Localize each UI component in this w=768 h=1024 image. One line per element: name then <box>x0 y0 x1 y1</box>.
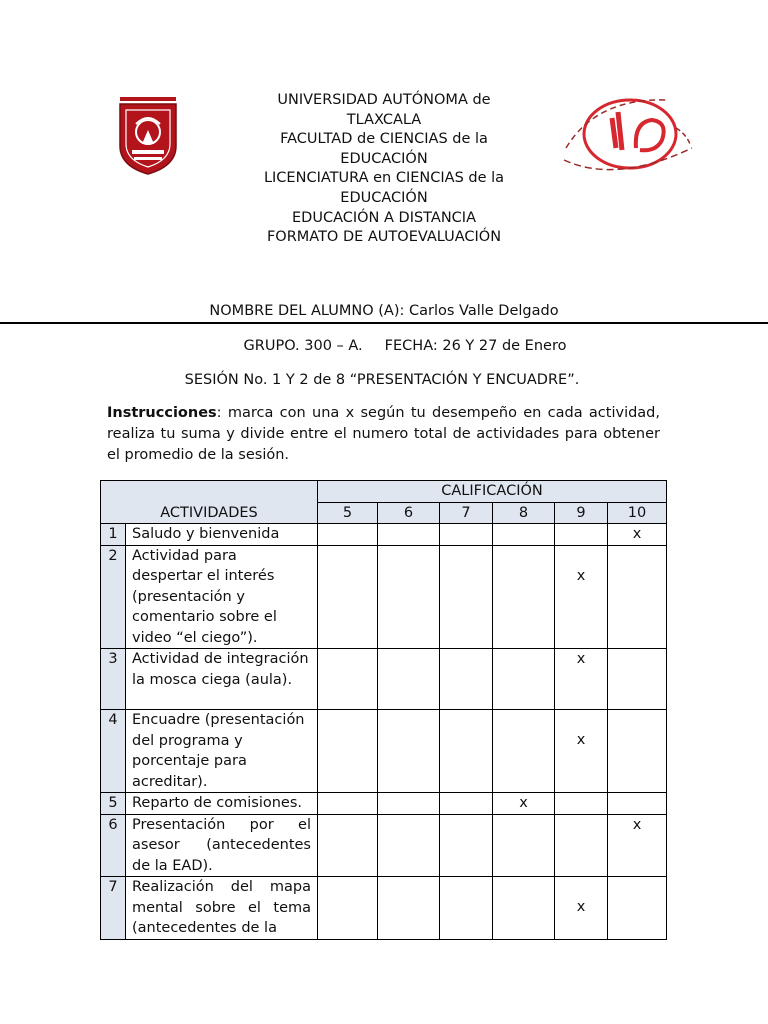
score-cell <box>318 793 378 815</box>
score-cell <box>318 649 378 710</box>
header-line: LICENCIATURA en CIENCIAS de la <box>263 170 505 187</box>
activity-cell: Saludo y bienvenida <box>126 524 318 546</box>
score-header: 7 <box>440 502 493 524</box>
score-cell <box>378 649 440 710</box>
score-cell <box>608 710 667 793</box>
score-header: 6 <box>378 502 440 524</box>
score-cell <box>378 814 440 877</box>
table-row <box>101 814 667 877</box>
group-text: GRUPO. 300 – A. <box>243 338 363 354</box>
score-cell <box>555 793 608 815</box>
instructions <box>107 403 660 466</box>
header-line: TLAXCALA <box>346 111 422 128</box>
score-cell <box>440 710 493 793</box>
evaluation-table <box>100 480 667 940</box>
score-cell <box>318 710 378 793</box>
activity-cell: Reparto de comisiones. <box>126 793 318 815</box>
activity-cell: Actividad para despertar el interés (presentación y comentario sobre el video “el ciego”). <box>126 545 318 649</box>
table-row <box>101 524 667 546</box>
score-cell <box>555 814 608 877</box>
table-row <box>101 710 667 793</box>
score-mark: x <box>608 814 667 877</box>
instructions-text: : marca con una x según tu desempeño en cada actividad, realiza tu suma y divide entre el numero total de actividades para obtener el promedio de la sesión. <box>107 405 660 463</box>
score-cell <box>608 545 667 649</box>
score-cell <box>440 877 493 940</box>
score-cell <box>440 649 493 710</box>
header-line: EDUCACIÓN <box>340 189 428 206</box>
score-cell <box>318 814 378 877</box>
score-mark: x <box>555 649 608 710</box>
score-cell <box>440 793 493 815</box>
row-number: 5 <box>101 793 126 815</box>
score-cell <box>493 710 555 793</box>
score-cell <box>608 649 667 710</box>
grade-header: CALIFICACIÓN <box>318 481 667 503</box>
score-cell <box>608 793 667 815</box>
score-header: 9 <box>555 502 608 524</box>
score-cell <box>493 524 555 546</box>
table-row <box>101 649 667 710</box>
score-cell <box>555 524 608 546</box>
score-header: 5 <box>318 502 378 524</box>
score-cell <box>378 793 440 815</box>
score-mark: x <box>555 710 608 793</box>
document-header <box>240 91 528 248</box>
activity-cell: Actividad de integración la mosca ciega (aula). <box>126 649 318 710</box>
score-cell <box>378 877 440 940</box>
score-cell <box>440 545 493 649</box>
autorrealizacion-logo <box>556 88 698 190</box>
score-cell <box>493 877 555 940</box>
header-line: EDUCACIÓN <box>340 150 428 167</box>
activity-cell: Encuadre (presentación del programa y porcentaje para acreditar). <box>126 710 318 793</box>
score-cell <box>318 545 378 649</box>
score-mark: x <box>555 545 608 649</box>
session-title <box>0 372 768 388</box>
score-header: 8 <box>493 502 555 524</box>
score-cell <box>440 814 493 877</box>
divider <box>0 322 768 324</box>
score-cell <box>608 877 667 940</box>
score-cell <box>493 649 555 710</box>
instructions-label: Instrucciones <box>107 405 217 421</box>
table-row <box>101 877 667 940</box>
score-header: 10 <box>608 502 667 524</box>
header-line: FACULTAD de CIENCIAS de la <box>280 131 488 148</box>
header-line: EDUCACIÓN A DISTANCIA <box>292 209 476 226</box>
university-seal-logo <box>114 94 182 176</box>
activities-header: ACTIVIDADES <box>101 481 318 524</box>
score-cell <box>378 545 440 649</box>
row-number: 3 <box>101 649 126 710</box>
row-number: 2 <box>101 545 126 649</box>
table-row <box>101 545 667 649</box>
activity-cell: Presentación por el asesor (antecedentes de la EAD). <box>126 814 318 877</box>
group-date-line <box>0 338 768 354</box>
row-number: 7 <box>101 877 126 940</box>
row-number: 4 <box>101 710 126 793</box>
score-mark: x <box>493 793 555 815</box>
row-number: 6 <box>101 814 126 877</box>
table-row <box>101 793 667 815</box>
session-text: SESIÓN No. 1 Y 2 de 8 “PRESENTACIÓN Y ENCUADRE”. <box>184 372 580 388</box>
header-line: UNIVERSIDAD AUTÓNOMA de <box>277 92 491 108</box>
score-cell <box>378 524 440 546</box>
score-cell <box>493 545 555 649</box>
student-name: NOMBRE DEL ALUMNO (A): Carlos Valle Delgado <box>209 303 559 319</box>
score-mark: x <box>608 524 667 546</box>
score-cell <box>378 710 440 793</box>
activity-cell: Realización del mapa mental sobre el tema (antecedentes de la <box>126 877 318 940</box>
header-line: FORMATO DE AUTOEVALUACIÓN <box>266 229 502 246</box>
date-text: FECHA: 26 Y 27 de Enero <box>384 338 567 354</box>
score-mark: x <box>555 877 608 940</box>
score-cell <box>493 814 555 877</box>
row-number: 1 <box>101 524 126 546</box>
score-cell <box>440 524 493 546</box>
score-cell <box>318 524 378 546</box>
score-cell <box>318 877 378 940</box>
